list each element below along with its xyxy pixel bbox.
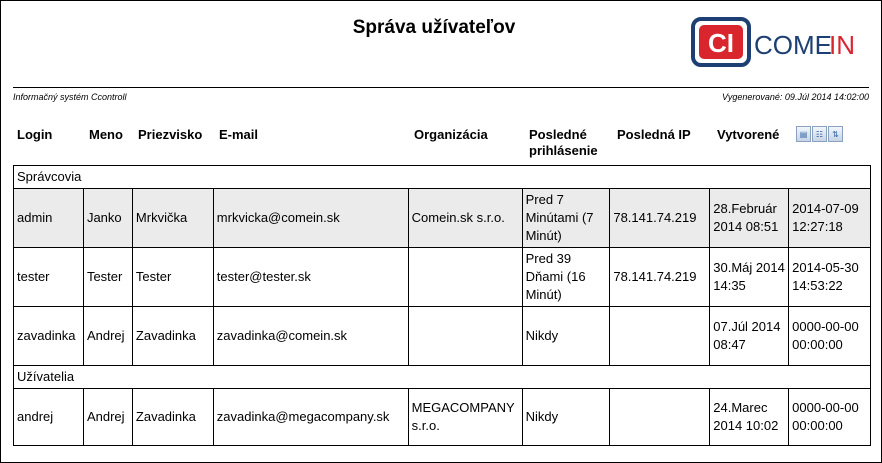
column-header-login[interactable]: Login xyxy=(17,127,53,142)
columns-icon[interactable]: ☷ xyxy=(812,126,827,142)
group-row xyxy=(14,366,871,389)
cell-login: tester xyxy=(14,248,84,307)
system-name: Informačný systém Ccontroll xyxy=(13,92,127,102)
cell-email: tester@tester.sk xyxy=(213,248,408,307)
table-row[interactable] xyxy=(14,307,871,366)
cell-posledne-prihlasenie: Pred 7 Minútami (7 Minút) xyxy=(522,189,610,248)
cell-meno: Andrej xyxy=(83,307,132,366)
cell-meno: Andrej xyxy=(83,389,132,446)
cell-posledne-prihlasenie: Nikdy xyxy=(522,307,610,366)
logo-text-accent: IN xyxy=(829,30,855,60)
cell-posledna-ip xyxy=(610,389,710,446)
cell-priezvisko: Zavadinka xyxy=(132,307,213,366)
column-header-email[interactable]: E-mail xyxy=(219,127,259,142)
cell-posledne-date: 28.Február 2014 08:51 xyxy=(710,189,789,248)
group-row xyxy=(14,166,871,189)
cell-posledne-prihlasenie: Pred 39 Dňami (16 Minút) xyxy=(522,248,610,307)
column-header-posledne-prihlasenie[interactable]: Posledné prihlásenie xyxy=(529,127,598,158)
export-icon[interactable]: ▤ xyxy=(796,126,811,142)
users-table xyxy=(13,165,871,446)
generated-timestamp: Vygenerované: 09.Júl 2014 14:02:00 xyxy=(722,92,869,102)
cell-vytvorene: 2014-07-09 12:27:18 xyxy=(789,189,871,248)
group-label: Správcovia xyxy=(14,166,871,189)
cell-organizacia xyxy=(408,307,522,366)
sort-icon[interactable]: ⇅ xyxy=(828,126,843,142)
cell-email: zavadinka@megacompany.sk xyxy=(213,389,408,446)
column-header-organizacia[interactable]: Organizácia xyxy=(414,127,488,142)
cell-posledne-date: 24.Marec 2014 10:02 xyxy=(710,389,789,446)
cell-email: zavadinka@comein.sk xyxy=(213,307,408,366)
cell-vytvorene: 0000-00-00 00:00:00 xyxy=(789,307,871,366)
cell-login: andrej xyxy=(14,389,84,446)
cell-priezvisko: Mrkvička xyxy=(132,189,213,248)
cell-organizacia: Comein.sk s.r.o. xyxy=(408,189,522,248)
header-divider xyxy=(13,87,869,88)
cell-posledne-prihlasenie: Nikdy xyxy=(522,389,610,446)
cell-login: admin xyxy=(14,189,84,248)
cell-posledne-date: 07.Júl 2014 08:47 xyxy=(710,307,789,366)
cell-login: zavadinka xyxy=(14,307,84,366)
group-label: Užívatelia xyxy=(14,366,871,389)
cell-posledna-ip: 78.141.74.219 xyxy=(610,248,710,307)
toolbar xyxy=(796,126,843,142)
table-row[interactable] xyxy=(14,189,871,248)
cell-priezvisko: Tester xyxy=(132,248,213,307)
logo-mark: CI xyxy=(708,28,734,58)
comein-logo xyxy=(691,16,859,68)
logo-text-main: COME xyxy=(754,30,832,60)
cell-vytvorene: 2014-05-30 14:53:22 xyxy=(789,248,871,307)
cell-meno: Janko xyxy=(83,189,132,248)
column-header-meno[interactable]: Meno xyxy=(89,127,123,142)
cell-priezvisko: Zavadinka xyxy=(132,389,213,446)
column-header-vytvorene[interactable]: Vytvorené xyxy=(717,127,780,142)
table-row[interactable] xyxy=(14,248,871,307)
column-header-priezvisko[interactable]: Priezvisko xyxy=(138,127,203,142)
cell-posledna-ip xyxy=(610,307,710,366)
table-row[interactable] xyxy=(14,389,871,446)
cell-organizacia: MEGACOMPANY s.r.o. xyxy=(408,389,522,446)
cell-email: mrkvicka@comein.sk xyxy=(213,189,408,248)
cell-organizacia xyxy=(408,248,522,307)
page-title: Správa užívateľov xyxy=(352,17,516,38)
cell-posledna-ip: 78.141.74.219 xyxy=(610,189,710,248)
column-header-posledna-ip[interactable]: Posledná IP xyxy=(617,127,691,142)
cell-vytvorene: 0000-00-00 00:00:00 xyxy=(789,389,871,446)
cell-meno: Tester xyxy=(83,248,132,307)
cell-posledne-date: 30.Máj 2014 14:35 xyxy=(710,248,789,307)
